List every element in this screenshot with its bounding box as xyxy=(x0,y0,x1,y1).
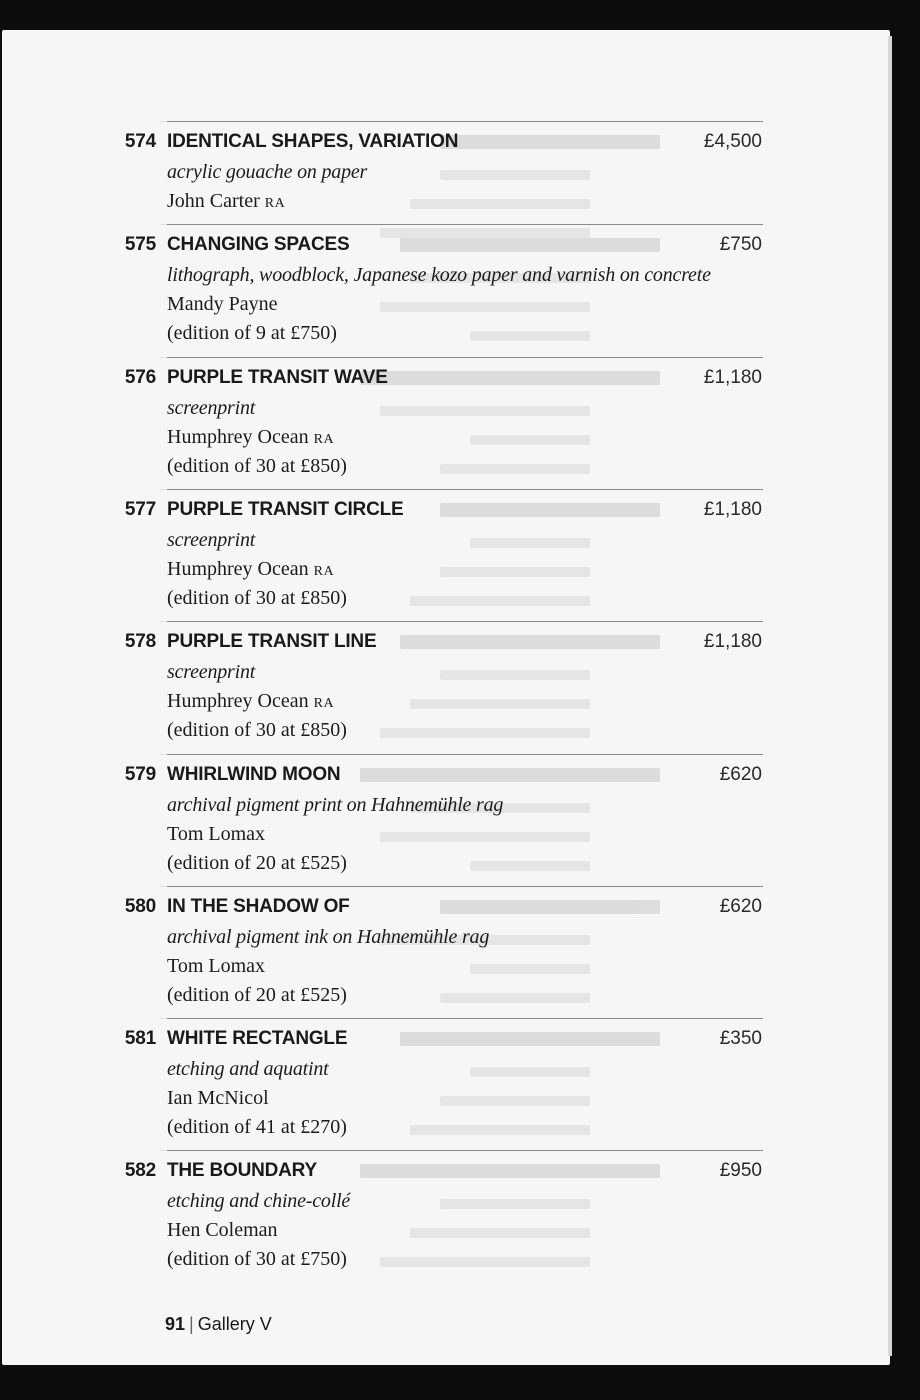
entry-edition: (edition of 9 at £750) xyxy=(167,322,337,344)
entry-divider xyxy=(167,489,763,490)
entry-medium: screenprint xyxy=(167,529,256,551)
entry-medium: acrylic gouache on paper xyxy=(167,161,368,183)
entry-price: £1,180 xyxy=(703,367,762,388)
entry-artist-line xyxy=(167,190,285,213)
entry-edition: (edition of 30 at £750) xyxy=(167,1248,347,1270)
entry-number: 578 xyxy=(124,631,156,652)
entry-medium: etching and chine-collé xyxy=(167,1190,351,1212)
entry-honours: RA xyxy=(313,432,335,447)
entry-artist-line xyxy=(167,558,334,581)
entry-price: £750 xyxy=(719,234,762,255)
entry-title: CHANGING SPACES xyxy=(167,234,350,255)
entry-divider xyxy=(167,357,763,358)
entry-artist-line xyxy=(167,426,334,449)
entry-artist: John Carter xyxy=(167,190,260,212)
entry-price: £4,500 xyxy=(703,131,762,152)
entry-edition: (edition of 20 at £525) xyxy=(167,852,347,874)
entry-price: £1,180 xyxy=(703,631,762,652)
entry-medium: archival pigment ink on Hahnemühle rag xyxy=(167,926,490,948)
entry-honours: RA xyxy=(313,564,335,579)
footer-separator: | xyxy=(189,1314,194,1334)
entry-title: PURPLE TRANSIT LINE xyxy=(167,631,377,652)
entry-medium: lithograph, woodblock, Japanese kozo paper and varnish on concrete xyxy=(167,264,711,286)
entry-price: £620 xyxy=(719,896,762,917)
entry-title: PURPLE TRANSIT CIRCLE xyxy=(167,499,404,520)
entry-artist: Tom Lomax xyxy=(167,823,266,845)
entry-title: WHITE RECTANGLE xyxy=(167,1028,348,1049)
page-number: 91 xyxy=(165,1314,186,1334)
entry-title: WHIRLWIND MOON xyxy=(167,764,341,785)
entry-medium: etching and aquatint xyxy=(167,1058,329,1080)
entry-number: 581 xyxy=(124,1028,156,1049)
entry-title: PURPLE TRANSIT WAVE xyxy=(167,367,388,388)
section-name: Gallery V xyxy=(197,1314,272,1334)
entry-divider xyxy=(167,886,763,887)
catalogue-entry xyxy=(114,1028,762,1153)
entry-number: 575 xyxy=(124,234,156,255)
entry-artist: Humphrey Ocean xyxy=(167,558,309,580)
entry-artist: Hen Coleman xyxy=(167,1219,278,1241)
entry-artist: Humphrey Ocean xyxy=(167,426,309,448)
page-edge xyxy=(888,36,892,1356)
catalogue-entry xyxy=(114,764,762,889)
entry-medium: archival pigment print on Hahnemühle rag xyxy=(167,794,504,816)
catalogue-entry xyxy=(114,499,762,624)
entry-title: IDENTICAL SHAPES, VARIATION xyxy=(167,131,459,152)
entry-artist-line xyxy=(167,293,278,316)
entry-price: £1,180 xyxy=(703,499,762,520)
entry-artist: Mandy Payne xyxy=(167,293,278,315)
entry-number: 576 xyxy=(124,367,156,388)
entry-divider xyxy=(167,754,763,755)
entry-divider xyxy=(167,1150,763,1151)
catalogue-entry xyxy=(114,1160,762,1285)
entry-price: £350 xyxy=(719,1028,762,1049)
entry-divider xyxy=(167,621,763,622)
entry-honours: RA xyxy=(264,196,286,211)
entry-divider xyxy=(167,121,763,122)
entry-title: IN THE SHADOW OF xyxy=(167,896,350,917)
entry-number: 577 xyxy=(124,499,156,520)
entry-medium: screenprint xyxy=(167,397,256,419)
entry-title: THE BOUNDARY xyxy=(167,1160,317,1181)
entry-edition: (edition of 41 at £270) xyxy=(167,1116,347,1138)
entry-artist-line xyxy=(167,823,265,846)
entry-artist-line xyxy=(167,690,334,713)
entry-divider xyxy=(167,1018,763,1019)
page-footer xyxy=(165,1314,272,1335)
entry-artist: Humphrey Ocean xyxy=(167,690,309,712)
entry-edition: (edition of 30 at £850) xyxy=(167,455,347,477)
catalogue-entry xyxy=(114,367,762,492)
entry-number: 582 xyxy=(124,1160,156,1181)
entry-artist: Tom Lomax xyxy=(167,955,266,977)
catalogue-entry xyxy=(114,631,762,756)
entry-number: 580 xyxy=(124,896,156,917)
entry-artist: Ian McNicol xyxy=(167,1087,269,1109)
entry-number: 574 xyxy=(124,131,156,152)
entry-edition: (edition of 30 at £850) xyxy=(167,719,347,741)
entry-price: £950 xyxy=(719,1160,762,1181)
catalogue-entry xyxy=(114,896,762,1021)
entry-divider xyxy=(167,224,763,225)
catalogue-page xyxy=(2,30,890,1365)
catalogue-entry xyxy=(114,234,762,359)
entry-artist-line xyxy=(167,955,265,978)
entry-artist-line xyxy=(167,1087,269,1110)
entry-number: 579 xyxy=(124,764,156,785)
entry-artist-line xyxy=(167,1219,278,1242)
entry-edition: (edition of 30 at £850) xyxy=(167,587,347,609)
entry-price: £620 xyxy=(719,764,762,785)
entry-edition: (edition of 20 at £525) xyxy=(167,984,347,1006)
entry-honours: RA xyxy=(313,696,335,711)
entry-medium: screenprint xyxy=(167,661,256,683)
